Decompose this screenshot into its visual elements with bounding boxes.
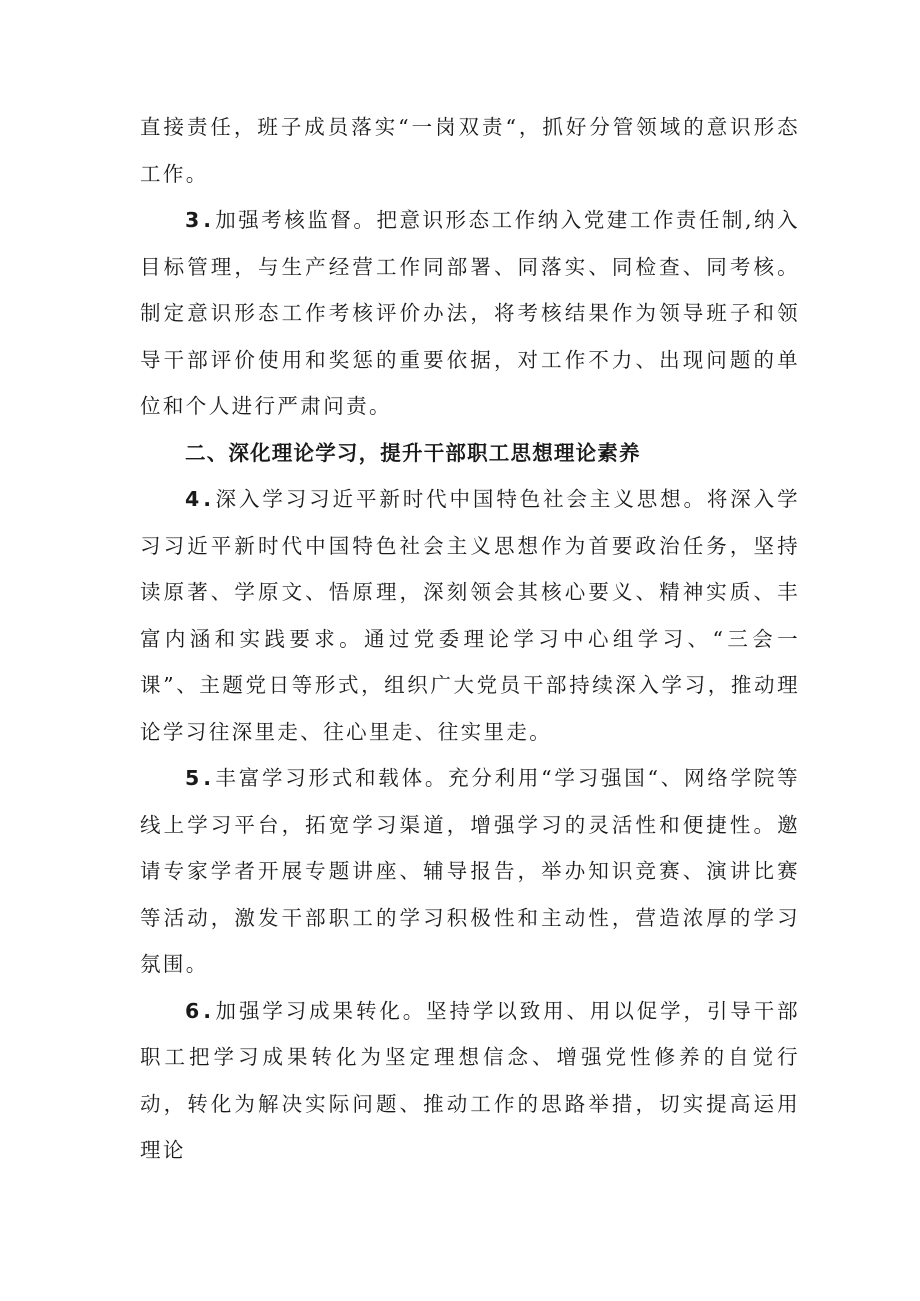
item-number: 5. [185, 766, 216, 790]
paragraph-item-6 [140, 988, 800, 1174]
section-heading [140, 430, 800, 477]
paragraph-item-3 [140, 197, 800, 430]
item-number: 6. [185, 998, 216, 1023]
heading-text: 二、深化理论学习，提升干部职工思想理论素养 [185, 440, 641, 465]
paragraph-continuation [140, 104, 800, 197]
paragraph-text: 加强考核监督。把意识形态工作纳入党建工作责任制,纳入目标管理，与生产经营工作同部署、同落实、同检查、同考核。制定意识形态工作考核评价办法，将考核结果作为领导班子和领导干部评价使用和奖惩的重要依据，对工作不力、出现问题的单位和个人进行严肃问责。 [140, 208, 800, 418]
paragraph-item-4 [140, 476, 800, 755]
paragraph-text: 深入学习习近平新时代中国特色社会主义思想。将深入学习习近平新时代中国特色社会主义思想作为首要政治任务，坚持读原著、学原文、悟原理，深刻领会其核心要义、精神实质、丰富内涵和实践要求。通过党委理论学习中心组学习、“三会一课”、主题党日等形式，组织广大党员干部持续深入学习，推动理论学习往深里走、往心里走、往实里走。 [140, 487, 800, 744]
item-number: 3. [185, 208, 216, 232]
document-body [140, 104, 800, 1174]
paragraph-text: 丰富学习形式和载体。充分利用“学习强国“、网络学院等线上学习平台，拓宽学习渠道，增强学习的灵活性和便捷性。邀请专家学者开展专题讲座、辅导报告，举办知识竞赛、演讲比赛等活动，激发干部职工的学习积极性和主动性，营造浓厚的学习氛围。 [140, 766, 800, 976]
paragraph-text: 加强学习成果转化。坚持学以致用、用以促学，引导干部职工把学习成果转化为坚定理想信念、增强党性修养的自觉行动，转化为解决实际问题、推动工作的思路举措，切实提高运用理论 [140, 998, 800, 1162]
paragraph-item-5 [140, 755, 800, 988]
item-number: 4. [185, 487, 216, 511]
paragraph-text: 直接责任，班子成员落实“一岗双责“，抓好分管领域的意识形态工作。 [140, 115, 800, 186]
